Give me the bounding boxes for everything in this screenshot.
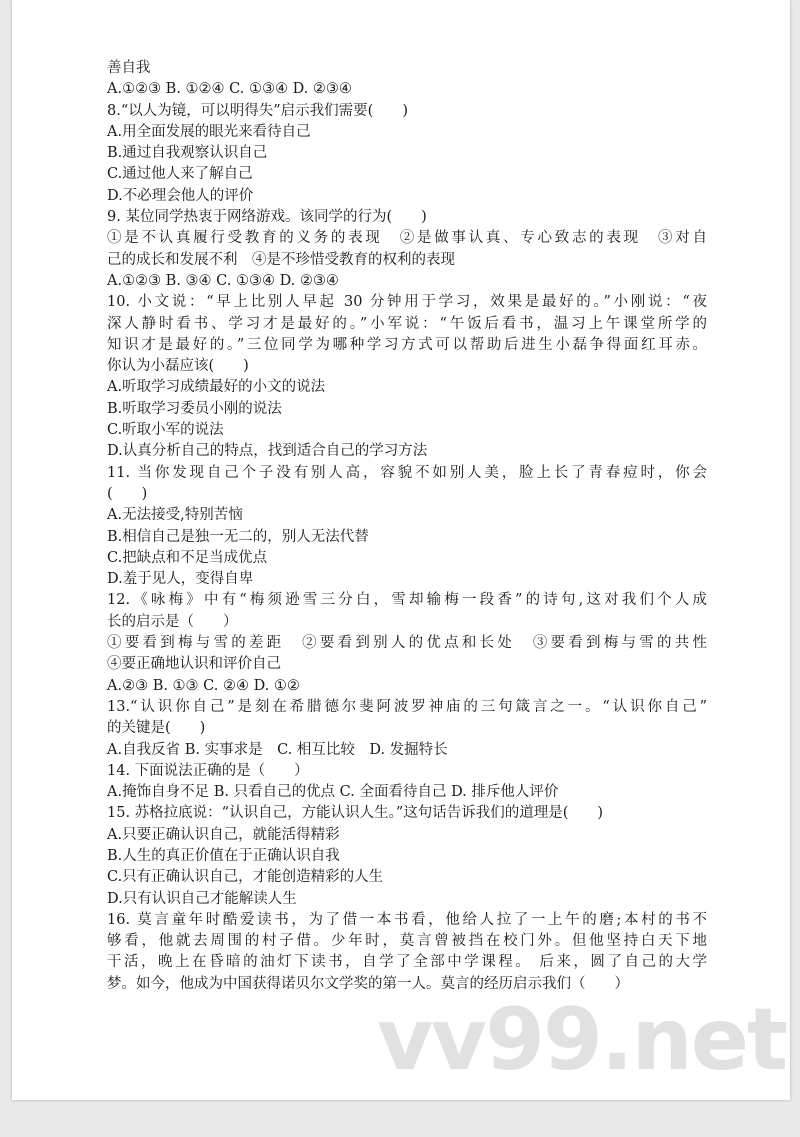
text-line: A.听取学习成绩最好的小文的说法	[107, 379, 326, 396]
text-line: A.②③ B. ①③ C. ②④ D. ①②	[107, 677, 300, 694]
text-line: B.通过自我观察认识自己	[107, 145, 268, 162]
text-line: 善自我	[107, 60, 151, 76]
text-line: A.自我反省 B. 实事求是 C. 相互比较 D. 发掘特长	[107, 741, 448, 758]
text-line: 己的成长和发展不利 ④是不珍惜受教育的权利的表现	[107, 251, 455, 268]
text-line: 干活，晚上在昏暗的油灯下读书，自学了全部中学课程。 后来，圆了自己的大学	[107, 954, 707, 971]
text-line: D.羞于见人，变得自卑	[107, 571, 254, 588]
text-line: B.相信自己是独一无二的，别人无法代替	[107, 528, 369, 545]
text-line: A.①②③ B. ①②④ C. ①③④ D. ②③④	[107, 81, 352, 98]
text-line: ( )	[107, 485, 148, 502]
text-line: 15. 苏格拉底说：“认识自己，方能认识人生。”这句话告诉我们的道理是( )	[107, 805, 604, 822]
text-line: 长的启示是（ ）	[107, 613, 238, 630]
text-line: 知识才是最好的。”三位同学为哪种学习方式可以帮助后进生小磊争得面红耳赤。	[107, 336, 707, 353]
watermark: vv99.net	[377, 990, 787, 1090]
text-line: D.认真分析自己的特点，找到适合自己的学习方法	[107, 443, 428, 460]
text-line: 的关键是( )	[107, 720, 206, 737]
document-body	[107, 58, 707, 995]
document-page	[12, 0, 790, 1100]
text-line: 9. 某位同学热衷于网络游戏。该同学的行为( )	[107, 209, 427, 226]
text-line: 8.“以人为镜，可以明得失”启示我们需要( )	[107, 102, 408, 119]
text-line: 够看，他就去周围的村子借。少年时，莫言曾被挡在校门外。但他坚持白天下地	[107, 933, 707, 950]
text-line: A.掩饰自身不足 B. 只看自己的优点 C. 全面看待自己 D. 排斥他人评价	[107, 784, 559, 801]
text-line: D.不必理会他人的评价	[107, 187, 254, 204]
text-line: D.只有认识自己才能解读人生	[107, 890, 297, 907]
text-line: 10. 小文说：“早上比别人早起 30 分钟用于学习，效果是最好的。”小刚说：“夜	[107, 294, 707, 311]
text-line: C.只有正确认识自己，才能创造精彩的人生	[107, 869, 384, 886]
text-line: ④要正确地认识和评价自己	[107, 656, 281, 673]
text-line: 13.“认识你自己”是刻在希腊德尔斐阿波罗神庙的三句箴言之一。“认识你自己”	[107, 698, 707, 715]
text-line: B.人生的真正价值在于正确认识自我	[107, 847, 340, 864]
text-line: A.只要正确认识自己，就能活得精彩	[107, 826, 340, 843]
text-line: C.通过他人来了解自己	[107, 166, 253, 183]
text-line: A.无法接受,特别苦恼	[107, 507, 243, 524]
text-line: 深人静时看书、学习才是最好的。”小军说：“午饭后看书，温习上午课堂所学的	[107, 315, 707, 332]
text-line: 12.《咏梅》中有“梅须逊雪三分白，雪却输梅一段香”的诗句,这对我们个人成	[107, 592, 707, 609]
text-line: ①要看到梅与雪的差距 ②要看到别人的优点和长处 ③要看到梅与雪的共性	[107, 635, 707, 652]
text-line: 16. 莫言童年时酷爱读书，为了借一本书看，他给人拉了一上午的磨;本村的书不	[107, 911, 707, 928]
text-line: A.用全面发展的眼光来看待自己	[107, 123, 311, 140]
text-line: ①是不认真履行受教育的义务的表现 ②是做事认真、专心致志的表现 ③对自	[107, 230, 707, 247]
text-line: 你认为小磊应该( )	[107, 358, 249, 375]
text-line: C.听取小军的说法	[107, 422, 224, 439]
text-line: A.①②③ B. ③④ C. ①③④ D. ②③④	[107, 272, 339, 289]
text-line: B.听取学习委员小刚的说法	[107, 400, 282, 417]
text-line: C.把缺点和不足当成优点	[107, 549, 268, 566]
text-line: 梦。如今，他成为中国获得诺贝尔文学奖的第一人。莫言的经历启示我们（ ）	[107, 975, 629, 992]
text-line: 14. 下面说法正确的是（ ）	[107, 762, 309, 779]
text-line: 11. 当你发现自己个子没有别人高，容貌不如别人美，脸上长了青春痘时，你会	[107, 464, 707, 481]
